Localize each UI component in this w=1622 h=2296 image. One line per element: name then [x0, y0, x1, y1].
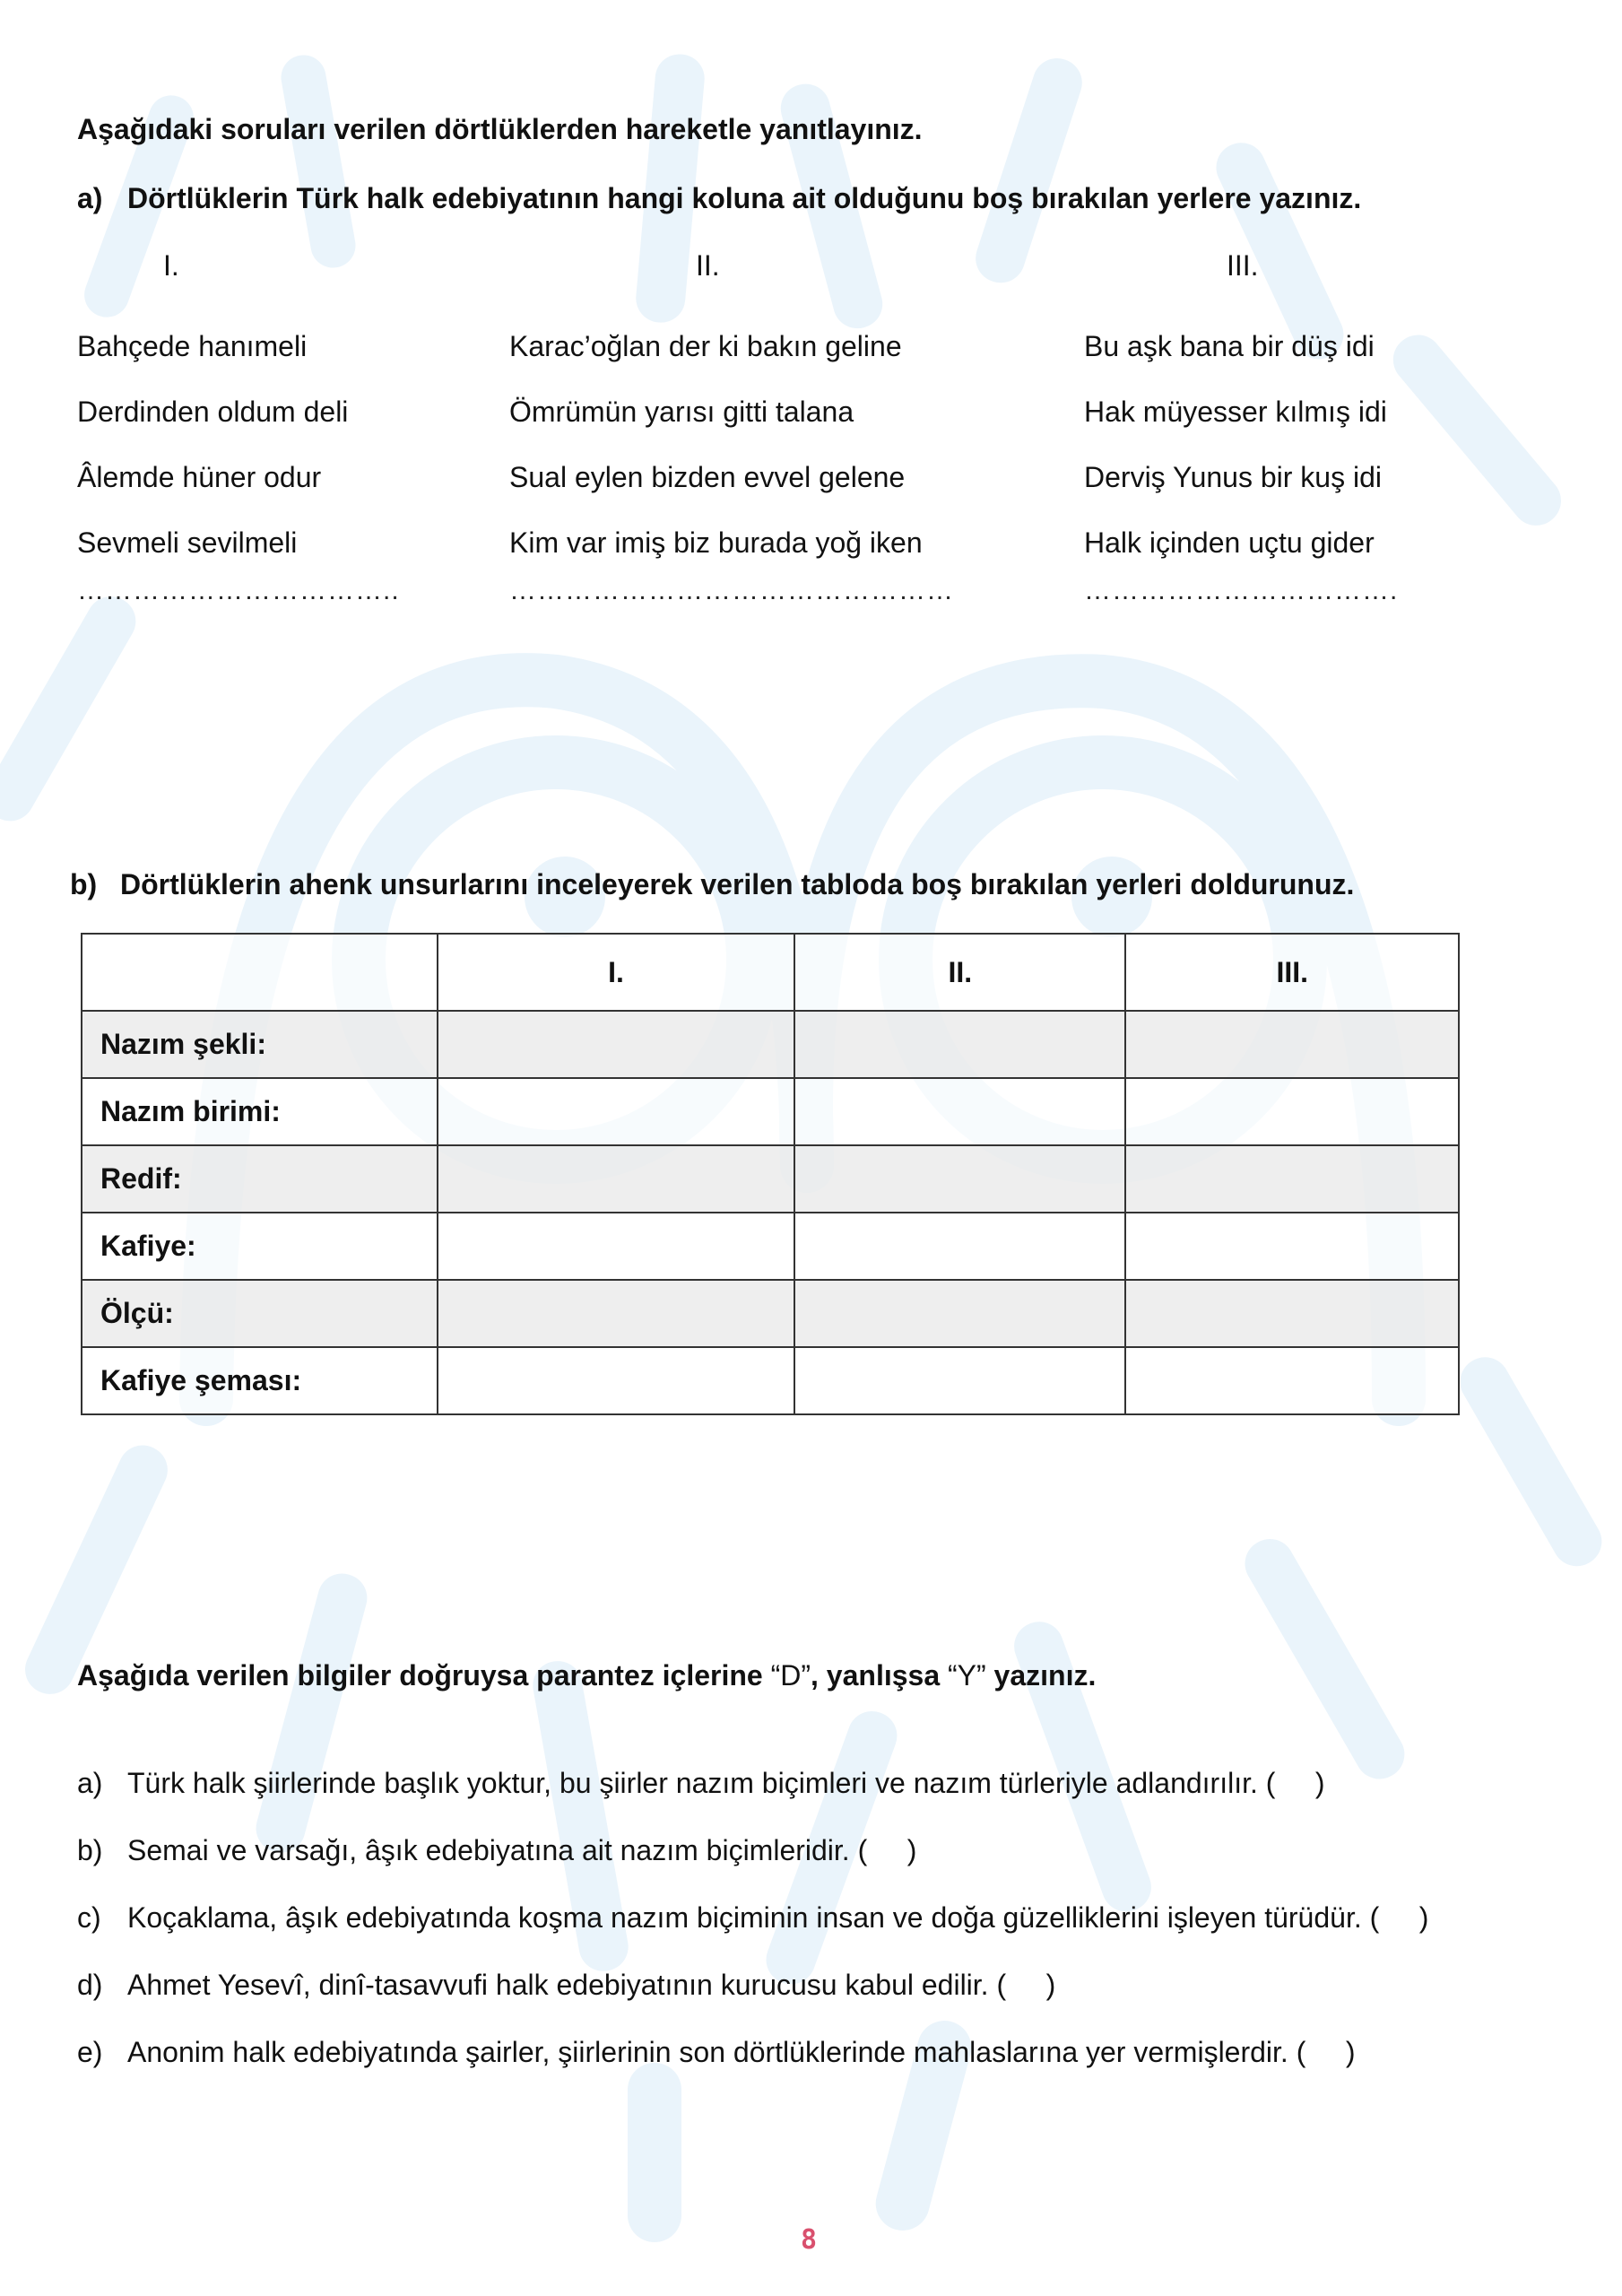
poem-line: Sual eylen bizden evvel gelene	[509, 461, 906, 493]
part-a-text: Dörtlüklerin Türk halk edebiyatının hangi koluna ait olduğunu boş bırakılan yerlere yazınız.	[127, 182, 1362, 214]
statement-item	[77, 1750, 1428, 1817]
poem-line: Halk içinden uçtu gider	[1084, 526, 1375, 559]
poem-line: Sevmeli sevilmeli	[77, 526, 298, 559]
table-cell[interactable]	[438, 1011, 794, 1078]
statement-text: Koçaklama, âşık edebiyatında koşma nazım biçiminin insan ve doğa güzelliklerini işleyen türüdür.	[127, 1901, 1362, 1934]
statement-item	[77, 1817, 1428, 1884]
table-cell[interactable]	[794, 1280, 1125, 1347]
statement-item	[77, 2019, 1428, 2086]
poem-line: Âlemde hüner odur	[77, 461, 322, 493]
part-b-text: Dörtlüklerin ahenk unsurlarını inceleyerek verilen tabloda boş bırakılan yerleri doldurunuz.	[120, 868, 1355, 900]
poem-line: Hak müyesser kılmış idi	[1084, 396, 1387, 428]
table-cell[interactable]	[794, 1213, 1125, 1280]
statement-label: c)	[77, 1901, 101, 1934]
section-instruction: Aşağıdaki soruları verilen dörtlüklerden hareketle yanıtlayınız.	[77, 113, 923, 145]
table-header-poem-2: II.	[794, 934, 1125, 1011]
statement-label: a)	[77, 1767, 103, 1799]
poem-3-answer-blank[interactable]: …………………………….	[1084, 576, 1399, 605]
table-cell[interactable]	[438, 1145, 794, 1213]
table-cell[interactable]	[1125, 1011, 1459, 1078]
true-false-list	[77, 1750, 1428, 2086]
poem-line: Derdinden oldum deli	[77, 396, 349, 428]
part-b-question	[70, 868, 1354, 901]
table-cell[interactable]	[1125, 1145, 1459, 1213]
table-cell[interactable]	[1125, 1347, 1459, 1414]
table-cell[interactable]	[794, 1145, 1125, 1213]
poem-1-numeral: I.	[163, 249, 179, 282]
statement-label: e)	[77, 2036, 103, 2068]
statement-text: Türk halk şiirlerinde başlık yoktur, bu şiirler nazım biçimleri ve nazım türleriyle adlandırılır.	[127, 1767, 1258, 1799]
poem-2	[509, 314, 923, 576]
poem-line: Bahçede hanımeli	[77, 330, 308, 362]
table-row	[82, 1011, 1459, 1078]
page-number: 8	[801, 2224, 818, 2256]
table-header-empty	[82, 934, 438, 1011]
part-a-label: a)	[77, 182, 103, 214]
answer-parentheses[interactable]: ( )	[1265, 1767, 1325, 1799]
table-cell[interactable]	[794, 1347, 1125, 1414]
answer-parentheses[interactable]: ( )	[1369, 1901, 1429, 1934]
table-row	[82, 1145, 1459, 1213]
statement-item	[77, 1952, 1428, 2019]
row-label: Kafiye şeması:	[82, 1347, 438, 1414]
row-label: Kafiye:	[82, 1213, 438, 1280]
table-cell[interactable]	[438, 1213, 794, 1280]
statement-item	[77, 1884, 1428, 1952]
table-header-poem-1: I.	[438, 934, 794, 1011]
table-row	[82, 1213, 1459, 1280]
table-header-poem-3: III.	[1125, 934, 1459, 1011]
table-cell[interactable]	[794, 1078, 1125, 1145]
poem-1	[77, 314, 348, 576]
true-false-instruction	[77, 1659, 1096, 1692]
statement-text: Ahmet Yesevî, dinî-tasavvufi halk edebiyatının kurucusu kabul edilir.	[127, 1969, 989, 2001]
part-b-label: b)	[70, 868, 98, 900]
row-label: Redif:	[82, 1145, 438, 1213]
poem-line: Bu aşk bana bir düş idi	[1084, 330, 1375, 362]
answer-parentheses[interactable]: ( )	[857, 1834, 917, 1866]
answer-parentheses[interactable]: ( )	[996, 1969, 1056, 2001]
prosody-table	[81, 933, 1460, 1415]
poem-line: Kim var imiş biz burada yoğ iken	[509, 526, 923, 559]
table-cell[interactable]	[438, 1280, 794, 1347]
table-cell[interactable]	[1125, 1213, 1459, 1280]
table-row	[82, 1280, 1459, 1347]
poem-3	[1084, 314, 1387, 576]
poem-2-answer-blank[interactable]: …………………………………………	[509, 576, 954, 605]
instruction-y: “Y”	[948, 1659, 986, 1692]
instruction-pre: Aşağıda verilen bilgiler doğruysa parantez içlerine	[77, 1659, 771, 1692]
table-cell[interactable]	[438, 1078, 794, 1145]
statement-text: Anonim halk edebiyatında şairler, şiirlerinin son dörtlüklerinde mahlaslarına yer vermişlerdir.	[127, 2036, 1288, 2068]
instruction-post: yazınız.	[985, 1659, 1097, 1692]
part-a-question	[77, 182, 1361, 215]
poem-line: Derviş Yunus bir kuş idi	[1084, 461, 1382, 493]
table-row	[82, 1347, 1459, 1414]
statement-label: d)	[77, 1969, 103, 2001]
table-cell[interactable]	[1125, 1078, 1459, 1145]
instruction-mid: , yanlışsa	[811, 1659, 948, 1692]
statement-label: b)	[77, 1834, 103, 1866]
table-cell[interactable]	[794, 1011, 1125, 1078]
row-label: Nazım şekli:	[82, 1011, 438, 1078]
table-header-row	[82, 934, 1459, 1011]
poem-line: Karac’oğlan der ki bakın geline	[509, 330, 902, 362]
instruction-d: “D”	[770, 1659, 811, 1692]
table-row	[82, 1078, 1459, 1145]
poem-line: Ömrümün yarısı gitti talana	[509, 396, 854, 428]
poem-1-answer-blank[interactable]: ……………………………..	[77, 576, 400, 605]
row-label: Nazım birimi:	[82, 1078, 438, 1145]
statement-text: Semai ve varsağı, âşık edebiyatına ait nazım biçimleridir.	[127, 1834, 850, 1866]
poem-2-numeral: II.	[696, 249, 720, 282]
table-cell[interactable]	[1125, 1280, 1459, 1347]
poem-3-numeral: III.	[1227, 249, 1259, 282]
row-label: Ölçü:	[82, 1280, 438, 1347]
table-cell[interactable]	[438, 1347, 794, 1414]
answer-parentheses[interactable]: ( )	[1296, 2036, 1356, 2068]
